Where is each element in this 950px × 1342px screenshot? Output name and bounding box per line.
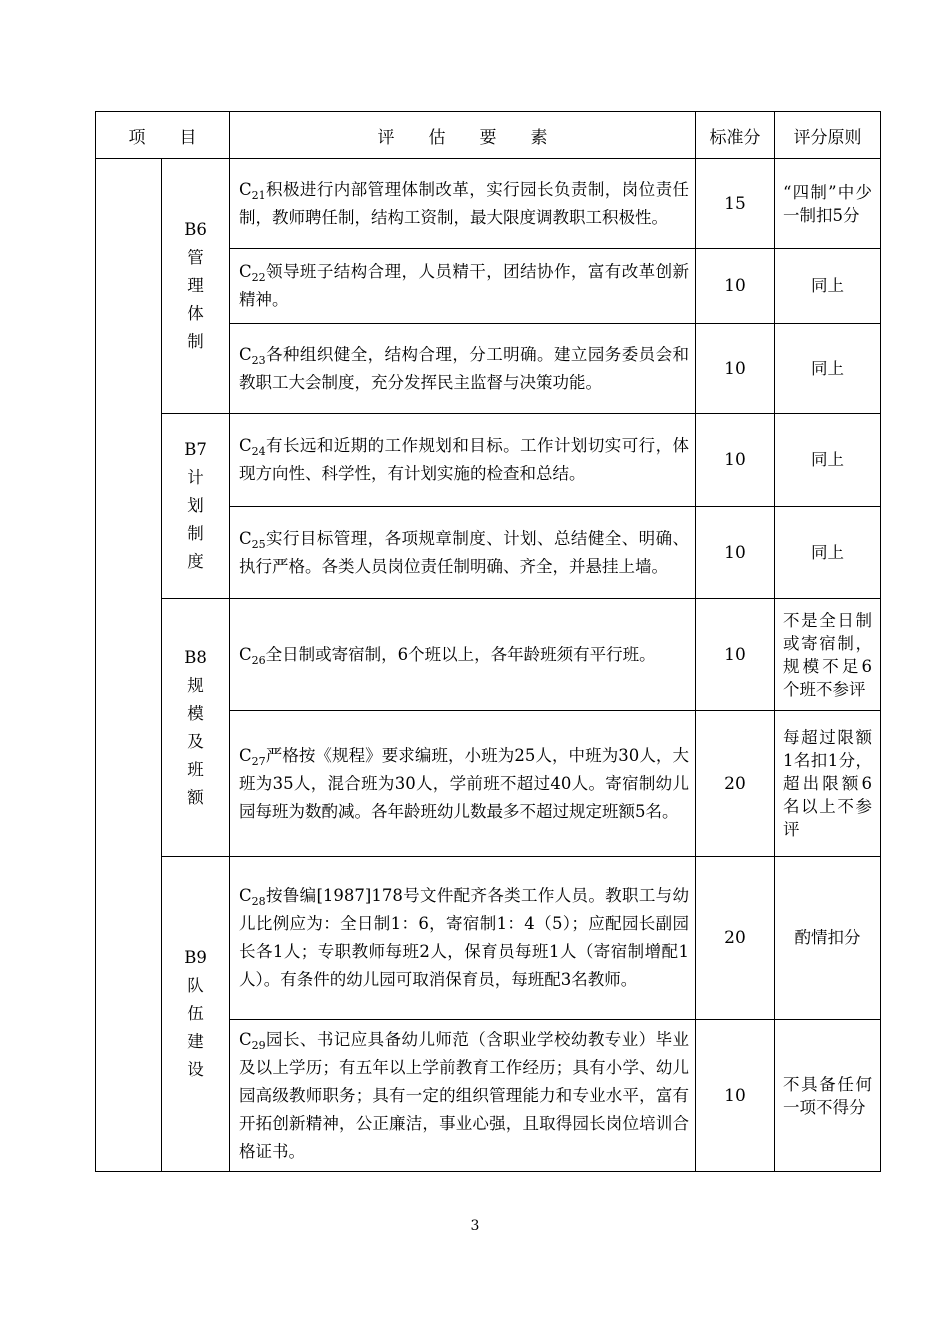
score-c23: 10	[696, 324, 775, 414]
category-b8: B8 规 模 及 班 额	[162, 599, 230, 857]
score-c21: 15	[696, 159, 775, 249]
element-c26: $C_{26}$全日制或寄宿制，6个班以上，各年龄班须有平行班。	[230, 599, 696, 711]
score-c27: 20	[696, 711, 775, 857]
rule-c24: 同上	[775, 414, 881, 507]
element-c23: $C_{23}$各种组织健全，结构合理，分工明确。建立园务委员会和教职工大会制度，充分发挥民主监督与决策功能。	[230, 324, 696, 414]
rule-c27: 每超过限额1名扣1分，超出限额6名以上不参评	[775, 711, 881, 857]
element-c29: $C_{29}$园长、书记应具备幼儿师范（含职业学校幼教专业）毕业及以上学历；有五年以上学前教育工作经历；具有小学、幼儿园高级教师职务；具有一定的组织管理能力和专业水平，富有开拓创新精神，公正廉洁，事业心强，且取得园长岗位培训合格证书。	[230, 1020, 696, 1172]
header-scoring-principle: 评分原则	[775, 112, 881, 159]
score-c24: 10	[696, 414, 775, 507]
header-standard-score: 标准分	[696, 112, 775, 159]
rule-c29: 不具备任何一项不得分	[775, 1020, 881, 1172]
header-elements: 评 估 要 素	[230, 112, 696, 159]
rule-c28: 酌情扣分	[775, 857, 881, 1020]
evaluation-table	[95, 111, 881, 1172]
category-b9: B9 队 伍 建 设	[162, 857, 230, 1172]
table-row	[96, 414, 881, 507]
table-row	[96, 857, 881, 1020]
rule-c21: “四制”中少一制扣5分	[775, 159, 881, 249]
element-c22: $C_{22}$领导班子结构合理，人员精干，团结协作，富有改革创新精神。	[230, 249, 696, 324]
table-row	[96, 159, 881, 249]
page-number: 3	[470, 1218, 480, 1234]
category-b7: B7 计 划 制 度	[162, 414, 230, 599]
element-c24: $C_{24}$有长远和近期的工作规划和目标。工作计划切实可行，体现方向性、科学性，有计划实施的检查和总结。	[230, 414, 696, 507]
header-row	[96, 112, 881, 159]
element-c21: $C_{21}$积极进行内部管理体制改革，实行园长负责制，岗位责任制，教师聘任制，结构工资制，最大限度调教职工积极性。	[230, 159, 696, 249]
element-c27: $C_{27}$严格按《规程》要求编班，小班为25人，中班为30人，大班为35人，混合班为30人，学前班不超过40人。寄宿制幼儿园每班为数酌减。各年龄班幼儿数最多不超过规定班额5名。	[230, 711, 696, 857]
score-c25: 10	[696, 507, 775, 599]
score-c26: 10	[696, 599, 775, 711]
table-row	[96, 599, 881, 711]
score-c28: 20	[696, 857, 775, 1020]
rule-c26: 不是全日制或寄宿制，规模不足6个班不参评	[775, 599, 881, 711]
score-c22: 10	[696, 249, 775, 324]
rule-c23: 同上	[775, 324, 881, 414]
element-c28: $C_{28}$按鲁编[1987]178号文件配齐各类工作人员。教职工与幼儿比例应为：全日制1：6，寄宿制1：4（5）；应配园长副园长各1人；专职教师每班2人，保育员每班1人（寄宿制增配1人）。有条件的幼儿园可取消保育员，每班配3名教师。	[230, 857, 696, 1020]
score-c29: 10	[696, 1020, 775, 1172]
outer-category-cell	[96, 159, 162, 1172]
category-b6: B6 管 理 体 制	[162, 159, 230, 414]
header-item: 项 目	[96, 112, 230, 159]
element-c25: $C_{25}$实行目标管理，各项规章制度、计划、总结健全、明确、执行严格。各类人员岗位责任制明确、齐全，并悬挂上墙。	[230, 507, 696, 599]
rule-c25: 同上	[775, 507, 881, 599]
rule-c22: 同上	[775, 249, 881, 324]
